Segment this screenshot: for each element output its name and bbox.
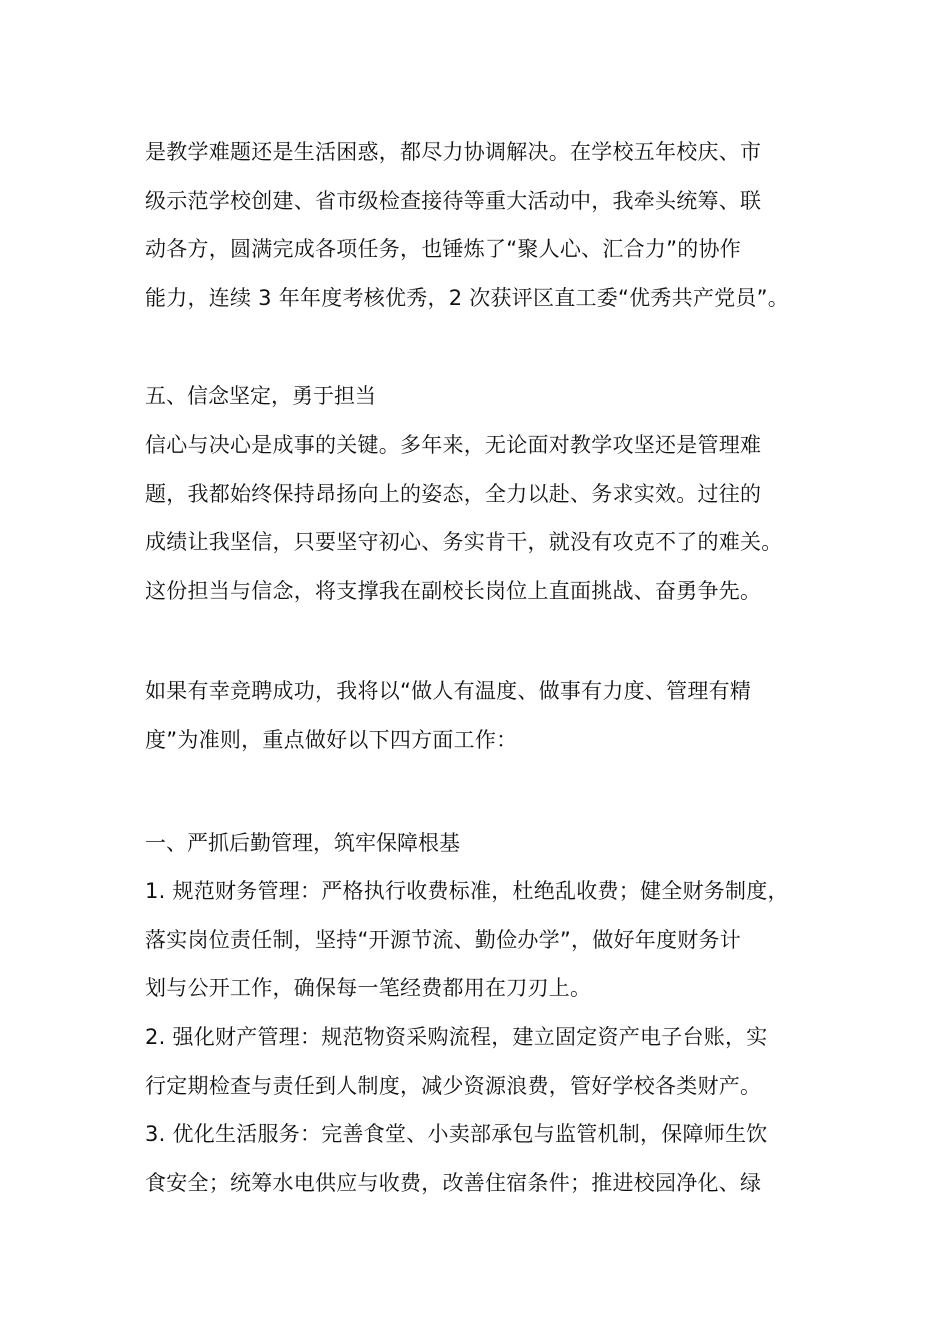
paragraph-belief (145, 421, 845, 615)
text-line: 食安全；统筹水电供应与收费，改善住宿条件；推进校园净化、绿 (145, 1170, 762, 1195)
text-line: 3. 优化生活服务：完善食堂、小卖部承包与监管机制，保障师生饮 (145, 1122, 768, 1147)
text-line: 2. 强化财产管理：规范物资采购流程，建立固定资产电子台账，实 (145, 1024, 768, 1049)
paragraph-spacer (145, 765, 845, 819)
text-line: 成绩让我坚信，只要坚守初心、务实肯干，就没有攻克不了的难关。 (145, 530, 783, 555)
section-heading-five: 五、信念坚定，勇于担当 (145, 384, 376, 409)
text-line: 是教学难题还是生活困惑，都尽力协调解决。在学校五年校庆、市 (145, 140, 762, 164)
text-line: 级示范学校创建、省市级检查接待等重大活动中，我牵头统筹、联 (145, 188, 762, 213)
text-line: 1. 规范财务管理：严格执行收费标准，杜绝乱收费；健全财务制度， (145, 879, 789, 904)
paragraph-spacer (145, 322, 845, 372)
text-line: 行定期检查与责任到人制度，减少资源浪费，管好学校各类财产。 (145, 1073, 762, 1098)
list-item-services (145, 1110, 845, 1207)
text-line: 动各方，圆满完成各项任务，也锤炼了“聚人心、汇合力”的协作 (145, 237, 742, 262)
list-item-property (145, 1013, 845, 1110)
text-line: 信心与决心是成事的关键。多年来，无论面对教学攻坚还是管理难 (145, 432, 762, 457)
text-line: 能力，连续 3 年年度考核优秀，2 次获评区直工委“优秀共产党员”。 (145, 285, 790, 310)
text-line: 度”为准则，重点做好以下四方面工作： (145, 727, 518, 752)
section-heading-one: 一、严抓后勤管理，筑牢保障根基 (145, 830, 460, 855)
paragraph-plan-intro (145, 667, 845, 764)
text-line: 这份担当与信念，将支撑我在副校长岗位上直面挑战、奋勇争先。 (145, 578, 762, 603)
document-body (145, 128, 845, 1207)
list-item-finance (145, 867, 845, 1013)
paragraph-spacer (145, 615, 845, 667)
text-line: 题，我都始终保持昂扬向上的姿态，全力以赴、务求实效。过往的 (145, 481, 762, 506)
text-line: 落实岗位责任制，坚持“开源节流、勤俭办学”，做好年度财务计 (145, 927, 742, 952)
paragraph-achievements (145, 128, 845, 322)
text-line: 划与公开工作，确保每一笔经费都用在刀刃上。 (145, 976, 592, 1001)
text-line: 如果有幸竞聘成功，我将以“做人有温度、做事有力度、管理有精 (145, 679, 752, 704)
